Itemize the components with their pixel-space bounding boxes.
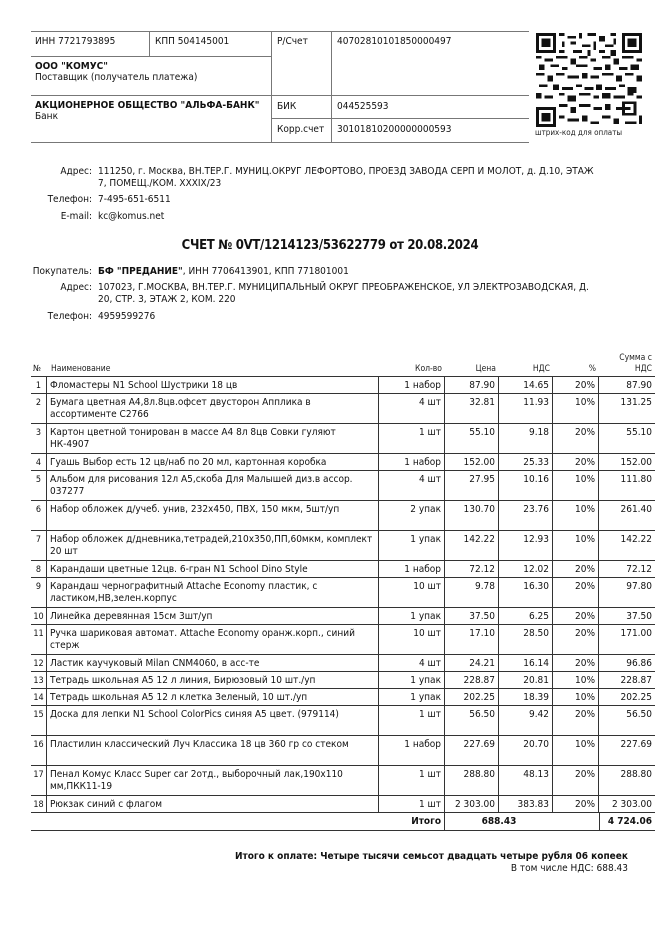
item-vat-rate: 10%	[553, 501, 599, 530]
item-vat-rate: 20%	[553, 608, 599, 624]
row-number: 1	[31, 377, 47, 393]
header-name: Наименование	[51, 364, 111, 374]
item-price: 32.81	[445, 394, 499, 423]
item-qty: 4 шт	[379, 655, 445, 671]
item-name: Картон цветной тонирован в массе А4 8л 8цв Совки гуляют НК-4907	[47, 424, 379, 453]
account-label: Р/Счет	[277, 36, 308, 47]
item-name: Доска для лепки N1 School ColorPics синяя А5 цвет. (979114)	[47, 706, 379, 735]
table-row	[31, 625, 655, 655]
item-sum: 111.80	[620, 474, 652, 485]
row-number: 17	[31, 766, 47, 795]
item-vat: 18.39	[499, 689, 553, 705]
supplier-address-line1: 111250, г. Москва, ВН.ТЕР.Г. МУНИЦ.ОКРУГ ЛЕФОРТОВО, ПРОЕЗД ЗАВОДА СЕРП И МОЛОТ, д. Д.10, ЭТАЖ	[98, 166, 594, 177]
item-qty: 10 шт	[379, 625, 445, 654]
item-vat-rate: 20%	[553, 796, 599, 812]
item-sum: 152.00	[620, 457, 652, 468]
item-name: Гуашь Выбор есть 12 цв/наб по 20 мл, картонная коробка	[47, 454, 379, 470]
item-name: Линейка деревянная 15см 3шт/уп	[47, 608, 379, 624]
item-sum: 87.90	[626, 380, 652, 391]
item-qty: 1 набор	[379, 736, 445, 765]
supplier-phone-label: Телефон:	[47, 194, 92, 205]
item-vat-rate: 20%	[553, 377, 599, 393]
row-number: 8	[31, 561, 47, 577]
supplier-email-label: E-mail:	[60, 211, 92, 222]
item-vat-rate: 20%	[553, 578, 599, 607]
item-vat-rate: 10%	[553, 736, 599, 765]
item-name: Тетрадь школьная А5 12 л клетка Зеленый, 10 шт./уп	[47, 689, 379, 705]
item-name: Тетрадь школьная А5 12 л линия, Бирюзовый 10 шт./уп	[47, 672, 379, 688]
table-row	[31, 394, 655, 424]
item-sum: 288.80	[620, 769, 652, 780]
item-vat: 20.81	[499, 672, 553, 688]
row-number: 4	[31, 454, 47, 470]
row-number: 2	[31, 394, 47, 423]
item-name: Пластилин классический Луч Классика 18 цв 360 гр со стеком	[47, 736, 379, 765]
table-header	[31, 353, 652, 376]
table-row	[31, 689, 655, 706]
table-row	[31, 561, 655, 578]
item-qty: 10 шт	[379, 578, 445, 607]
item-vat: 11.93	[499, 394, 553, 423]
item-sum: 228.87	[620, 675, 652, 686]
supplier-kpp: КПП 504145001	[155, 36, 230, 47]
item-name: Набор обложек д/дневника,тетрадей,210х350,ПП,60мкм, комплект 20 шт	[47, 531, 379, 560]
item-qty: 1 набор	[379, 454, 445, 470]
row-number: 15	[31, 706, 47, 735]
item-vat: 12.02	[499, 561, 553, 577]
header-sum-line1: Сумма с	[619, 353, 652, 363]
buyer-address-line1: 107023, Г.МОСКВА, ВН.ТЕР.Г. МУНИЦИПАЛЬНЫЙ ОКРУГ ПРЕОБРАЖЕНСКОЕ, УЛ ЭЛЕКТРОЗАВОДСКАЯ, Д.	[98, 282, 589, 293]
item-qty: 1 упак	[379, 531, 445, 560]
buyer-phone-label: Телефон:	[47, 311, 92, 322]
table-row	[31, 501, 655, 531]
buyer-address-label: Адрес:	[60, 282, 92, 293]
item-price: 37.50	[445, 608, 499, 624]
table-row	[31, 377, 655, 394]
item-sum: 55.10	[626, 427, 652, 438]
item-qty: 4 шт	[379, 471, 445, 500]
buyer-name: БФ "ПРЕДАНИЕ"	[98, 266, 183, 277]
item-vat-rate: 10%	[553, 531, 599, 560]
item-qty: 1 шт	[379, 796, 445, 812]
item-sum: 56.50	[626, 709, 652, 720]
item-qty: 1 упак	[379, 672, 445, 688]
buyer-label: Покупатель:	[32, 266, 92, 277]
item-vat-rate: 10%	[553, 672, 599, 688]
item-price: 142.22	[445, 531, 499, 560]
qr-code-icon	[536, 33, 642, 127]
buyer-info	[30, 266, 630, 326]
supplier-inn: ИНН 7721793895	[35, 36, 116, 47]
item-vat: 383.83	[499, 796, 553, 812]
item-vat: 48.13	[499, 766, 553, 795]
item-name: Бумага цветная А4,8л.8цв.офсет двусторон Апплика в ассортименте С2766	[47, 394, 379, 423]
row-number: 3	[31, 424, 47, 453]
item-vat-rate: 20%	[553, 625, 599, 654]
item-price: 56.50	[445, 706, 499, 735]
item-price: 228.87	[445, 672, 499, 688]
supplier-info	[30, 166, 630, 226]
item-sum: 96.86	[626, 658, 652, 669]
row-number: 6	[31, 501, 47, 530]
item-qty: 1 упак	[379, 689, 445, 705]
total-label: Итого	[379, 813, 445, 830]
table-row	[31, 471, 655, 501]
item-vat-rate: 20%	[553, 655, 599, 671]
item-vat: 25.33	[499, 454, 553, 470]
header-pct: %	[588, 364, 596, 374]
header-no: №	[33, 364, 41, 374]
supplier-phone: 7-495-651-6511	[98, 194, 171, 205]
item-sum: 97.80	[626, 581, 652, 592]
bank-role: Банк	[35, 111, 59, 122]
table-row	[31, 608, 655, 625]
item-sum: 72.12	[626, 564, 652, 575]
total-vat: 688.43	[481, 816, 517, 827]
item-price: 202.25	[445, 689, 499, 705]
supplier-role: Поставщик (получатель платежа)	[35, 72, 198, 83]
item-price: 24.21	[445, 655, 499, 671]
item-qty: 1 упак	[379, 608, 445, 624]
item-vat-rate: 20%	[553, 766, 599, 795]
bank-details-table	[31, 31, 529, 143]
item-vat-rate: 10%	[553, 471, 599, 500]
item-name: Ластик каучуковый Milan CNM4060, в асс-те	[47, 655, 379, 671]
row-number: 13	[31, 672, 47, 688]
item-price: 227.69	[445, 736, 499, 765]
item-qty: 2 упак	[379, 501, 445, 530]
item-price: 27.95	[445, 471, 499, 500]
item-qty: 1 шт	[379, 766, 445, 795]
item-price: 152.00	[445, 454, 499, 470]
item-vat: 6.25	[499, 608, 553, 624]
item-sum: 142.22	[620, 534, 652, 545]
buyer-phone: 4959599276	[98, 311, 156, 322]
account-number: 40702810101850000497	[337, 36, 452, 47]
corr-label: Корр.счет	[277, 124, 325, 135]
bik-label: БИК	[277, 101, 297, 112]
item-price: 2 303.00	[445, 796, 499, 812]
table-row	[31, 736, 655, 766]
buyer-line	[98, 266, 349, 278]
table-body	[31, 376, 655, 831]
table-row	[31, 578, 655, 608]
row-number: 7	[31, 531, 47, 560]
item-price: 9.78	[445, 578, 499, 607]
header-sum-line2: НДС	[634, 364, 652, 374]
table-row	[31, 766, 655, 796]
item-vat: 16.14	[499, 655, 553, 671]
item-price: 55.10	[445, 424, 499, 453]
item-qty: 1 шт	[379, 424, 445, 453]
row-number: 12	[31, 655, 47, 671]
total-to-pay: Итого к оплате: Четыре тысячи семьсот двадцать четыре рубля 06 копеек	[234, 851, 628, 862]
header-qty: Кол-во	[415, 364, 442, 374]
header-price: Цена	[475, 364, 496, 374]
item-vat: 23.76	[499, 501, 553, 530]
item-name: Набор обложек д/учеб. унив, 232х450, ПВХ, 150 мкм, 5шт/уп	[47, 501, 379, 530]
item-name: Пенал Комус Класс Super car 2отд., выборочный лак,190х110 мм,ПКК11-19	[47, 766, 379, 795]
item-qty: 1 набор	[379, 561, 445, 577]
item-price: 72.12	[445, 561, 499, 577]
table-row	[31, 424, 655, 454]
item-name: Ручка шариковая автомат. Attache Economy оранж.корп., синий стерж	[47, 625, 379, 654]
row-number: 10	[31, 608, 47, 624]
item-vat-rate: 20%	[553, 454, 599, 470]
item-sum: 2 303.00	[611, 799, 652, 810]
item-price: 17.10	[445, 625, 499, 654]
item-price: 87.90	[445, 377, 499, 393]
item-qty: 4 шт	[379, 394, 445, 423]
bik-number: 044525593	[337, 101, 389, 112]
item-vat-rate: 20%	[553, 706, 599, 735]
row-number: 5	[31, 471, 47, 500]
item-name: Альбом для рисования 12л А5,скоба Для Малышей диз.в ассор. 037277	[47, 471, 379, 500]
row-number: 11	[31, 625, 47, 654]
table-row	[31, 796, 655, 813]
table-row	[31, 531, 655, 561]
item-vat-rate: 10%	[553, 689, 599, 705]
item-name: Карандаши цветные 12цв. 6-гран N1 School Dino Style	[47, 561, 379, 577]
item-name: Рюкзак синий с флагом	[47, 796, 379, 812]
buyer-details: , ИНН 7706413901, КПП 771801001	[182, 266, 349, 277]
row-number: 9	[31, 578, 47, 607]
item-vat: 14.65	[499, 377, 553, 393]
item-vat: 9.42	[499, 706, 553, 735]
item-vat: 20.70	[499, 736, 553, 765]
item-vat-rate: 10%	[553, 394, 599, 423]
supplier-address-line2: 7, ПОМЕЩ./КОМ. XXXIX/23	[98, 178, 222, 189]
total-sum: 4 724.06	[599, 813, 655, 830]
item-vat-rate: 20%	[553, 424, 599, 453]
corr-number: 30101810200000000593	[337, 124, 452, 135]
item-name: Фломастеры N1 School Шустрики 18 цв	[47, 377, 379, 393]
total-row	[31, 813, 655, 831]
item-vat: 9.18	[499, 424, 553, 453]
item-vat: 28.50	[499, 625, 553, 654]
item-qty: 1 шт	[379, 706, 445, 735]
header-vat: НДС	[532, 364, 550, 374]
item-price: 288.80	[445, 766, 499, 795]
bank-name: АКЦИОНЕРНОЕ ОБЩЕСТВО "АЛЬФА-БАНК"	[35, 100, 260, 111]
supplier-address-label: Адрес:	[60, 166, 92, 177]
table-row	[31, 672, 655, 689]
table-row	[31, 655, 655, 672]
item-sum: 202.25	[620, 692, 652, 703]
item-vat: 16.30	[499, 578, 553, 607]
vat-included: В том числе НДС: 688.43	[510, 863, 628, 874]
supplier-email: kc@komus.net	[98, 211, 165, 222]
supplier-company: ООО "КОМУС"	[35, 61, 108, 72]
row-number: 18	[31, 796, 47, 812]
table-row	[31, 454, 655, 471]
item-vat-rate: 20%	[553, 561, 599, 577]
item-sum: 227.69	[620, 739, 652, 750]
row-number: 16	[31, 736, 47, 765]
item-sum: 261.40	[620, 504, 652, 515]
item-vat: 10.16	[499, 471, 553, 500]
item-price: 130.70	[445, 501, 499, 530]
table-row	[31, 706, 655, 736]
invoice-title: СЧЕТ № 0VT/1214123/53622779 от 20.08.2024	[181, 238, 479, 253]
qr-caption: штрих-код для оплаты	[535, 128, 623, 137]
item-sum: 37.50	[626, 611, 652, 622]
item-sum: 131.25	[620, 397, 652, 408]
item-vat: 12.93	[499, 531, 553, 560]
item-name: Карандаш чернографитный Attache Economy пластик, с ластиком,HB,зелен.корпус	[47, 578, 379, 607]
row-number: 14	[31, 689, 47, 705]
item-sum: 171.00	[620, 628, 652, 639]
item-qty: 1 набор	[379, 377, 445, 393]
buyer-address-line2: 20, СТР. 3, ЭТАЖ 2, КОМ. 220	[98, 294, 236, 305]
